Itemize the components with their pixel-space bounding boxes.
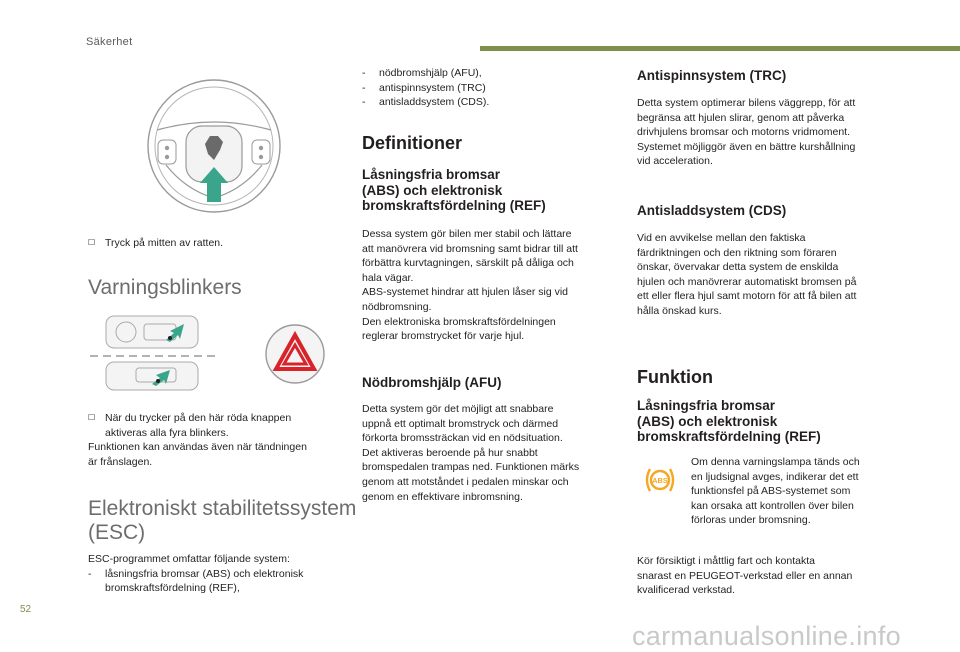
abs-heading-line: Låsningsfria bromsar [362,167,501,182]
section-color-bar [480,46,960,51]
hazard-line-1: När du trycker på den här röda knappen [105,412,292,424]
afu-text-line: genom att motståndet i pedalen minskar och [362,475,569,488]
warning-text-line: Om denna varningslampa tänds och [691,456,860,468]
hazard-instruction [88,411,358,426]
hazard-line-2: aktiveras alla fyra blinkers. [105,426,229,439]
warning-text-line: en ljudsignal avges, indikerar det ett [691,470,859,483]
abs-text-line: ABS-systemet hindrar att hjulen låser sig vid [362,286,569,299]
afu-text-line: uppnå ett optimalt bromstryck och därmed [362,417,559,430]
cds-text-line: önskar, övervakar detta system de enskilda [637,261,839,274]
advice-text-line: snarast en PEUGEOT-verkstad eller en annan [637,569,853,582]
trc-text-line: vid acceleration. [637,155,713,168]
afu-text-line: Detta system gör det möjligt att snabbare [362,403,554,415]
advice-text-line: Kör försiktigt i måttlig fart och kontakta [637,555,815,567]
step-text: Tryck på mitten av ratten. [105,237,224,249]
esc-list-item: - låsningsfria bromsar (ABS) och elektronisk [88,567,304,580]
funktion-title: Funktion [637,367,713,387]
steering-wheel-illustration [126,70,296,220]
cds-text-line: färdriktningen och den riktning som föraren [637,246,837,259]
cds-text-line: hålla önskad kurs. [637,304,722,317]
abs-warning-icon [643,465,677,495]
hazard-button-illustration [264,323,326,385]
definitions-title: Definitioner [362,133,463,153]
afu-text-line: Det aktiveras beroende på hur snabbt [362,446,538,459]
abs-text-line: Den elektroniska bromskraftsfördelningen [362,315,556,328]
checkbox-bullet-icon: ☐ [88,238,96,247]
hazard-note-line-2: är frånslagen. [88,455,153,468]
trc-text-line: Detta system optimerar bilens väggrepp, för att [637,97,856,109]
abs-heading-line: Låsningsfria bromsar [637,398,776,413]
cds-heading: Antisladdsystem (CDS) [637,203,787,218]
page-number: 52 [20,604,32,615]
trc-text-line: drivhjulens bromsar och motorns vridmoment. [637,126,850,139]
checkbox-bullet-icon: ☐ [88,413,96,422]
hazard-section-title: Varningsblinkers [88,276,242,299]
abs-text-line: förbättra kurvtagningen, särskilt på dåliga och [362,257,574,270]
abs-heading-line: bromskraftsfördelning (REF) [637,429,821,444]
dashboard-illustration [88,312,218,392]
esc-list-item: - nödbromshjälp (AFU), [362,67,482,79]
abs-text-line: att manövrera vid bromsning samt bidrar till att [362,242,578,255]
watermark: carmanualsonline.info [632,621,901,651]
abs-warning-lamp [643,465,677,495]
abs-text-line: Dessa system gör bilen mer stabil och lättare [362,228,572,240]
steering-wheel-icon [126,70,296,220]
section-label: Säkerhet [86,36,133,48]
cds-text-line: ett eller flera hjul samt motorn för att få bilen att [637,290,857,303]
warning-text-line: förloras under bromsning. [691,514,811,527]
hazard-warning-icon [264,323,326,385]
esc-intro: ESC-programmet omfattar följande system: [88,553,290,565]
cds-text-line: hjulen och manövrerar automatiskt bromsen på [637,275,857,288]
esc-title-line-2: (ESC) [88,521,146,544]
hazard-note-line-1: Funktionen kan användas även när tändningen [88,441,307,454]
abs-heading-line: (ABS) och elektronisk [637,413,778,429]
warning-text-line: kan orsaka att kontrollen över bilen [691,499,854,512]
afu-heading: Nödbromshjälp (AFU) [362,375,502,390]
abs-heading-line: (ABS) och elektronisk [362,182,503,198]
trc-text-line: Systemet möjliggör även en bättre kurshållning [637,140,856,153]
esc-title-line-1: Elektroniskt stabilitetssystem [88,497,357,520]
advice-text-line: kvalificerad verkstad. [637,584,736,597]
abs-text-line: hala vägar. [362,271,414,284]
cds-text-line: Vid en avvikelse mellan den faktiska [637,232,806,244]
trc-heading: Antispinnsystem (TRC) [637,68,787,83]
esc-list-item: - antispinnsystem (TRC) [362,81,486,94]
instruction-step [88,236,365,251]
abs-text-line: reglerar bromstrycket för varje hjul. [362,330,525,343]
afu-text-line: genom en effektivare inbromsning. [362,490,523,503]
trc-text-line: begränsa att hjulen slirar, genom att påverka [637,111,845,124]
abs-heading-line: bromskraftsfördelning (REF) [362,198,546,213]
esc-list-item: - antisladdsystem (CDS). [362,96,490,109]
afu-text-line: förkorta bromssträckan vid en nödsituation. [362,432,563,445]
abs-lamp-label: ABS [652,476,668,485]
afu-text-line: bromspedalen trampas ned. Funktionen märks [362,461,580,474]
dashboard-icon [88,312,218,392]
esc-list-item-continuation: bromskraftsfördelning (REF), [105,582,240,595]
warning-text-line: funktionsfel på ABS-systemet som [691,485,851,498]
abs-text-line: nödbromsning. [362,300,432,313]
